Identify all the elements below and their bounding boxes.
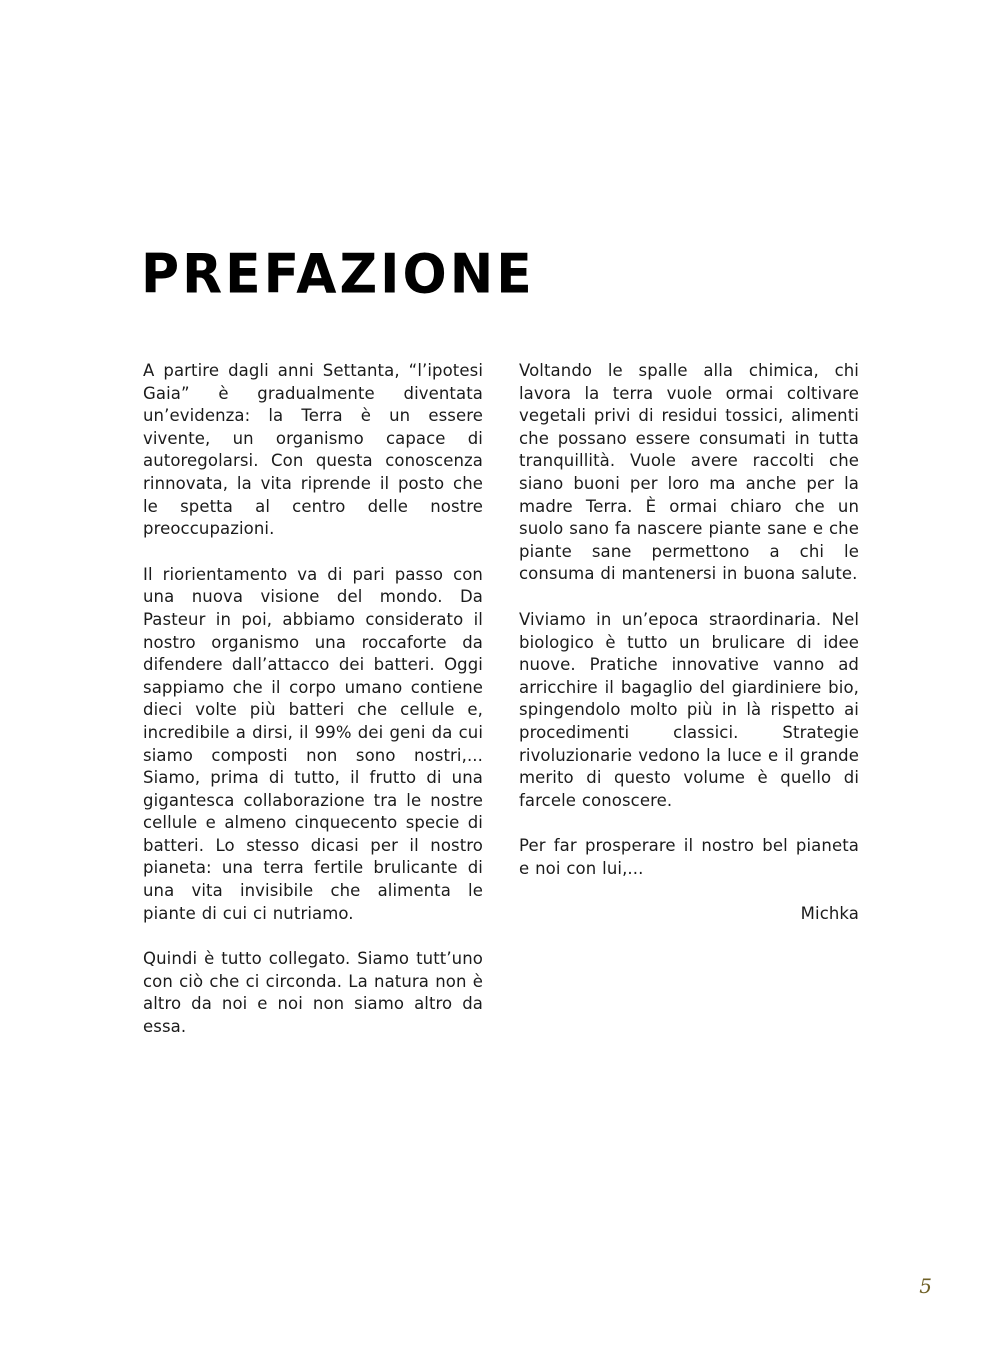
page-title: PREFAZIONE <box>141 243 535 306</box>
paragraph-left-2: Il riorientamento va di pari passo con una nuova visione del mondo. Da Pasteur in poi, abbiamo considerato il nostro organismo una roccaforte da difendere dall’attacco dei batteri. Oggi sappiamo che il corpo umano contiene dieci volte più batteri che cellule e, incredibile a dirsi, il 99% dei geni da cui siamo composti non sono nostri,... Siamo, prima di tutto, il frutto di una gigantesca collaborazione tra le nostre cellule e almeno cinquecento specie di batteri. Lo stesso dicasi per il nostro pianeta: una terra fertile brulicante di una vita invisibile che alimenta le piante di cui ci nutriamo. <box>143 564 483 923</box>
paragraph-right-3: Per far prosperare il nostro bel pianeta e noi con lui,... <box>519 836 859 878</box>
text-columns <box>143 360 860 1062</box>
paragraph-left-1: A partire dagli anni Settanta, “l’ipotesi Gaia” è gradualmente diventata un’evidenza: la Terra è un essere vivente, un organismo capace di autoregolarsi. Con questa conoscenza rinnovata, la vita riprende il posto che le spetta al centro delle nostre preoccupazioni. <box>143 361 483 539</box>
right-column <box>519 360 859 1062</box>
paragraph-right-1: Voltando le spalle alla chimica, chi lavora la terra vuole ormai coltivare vegetali privi di residui tossici, alimenti che possano essere consumati in tutta tranquillità. Vuole avere raccolti che siano buoni per loro ma anche per la madre Terra. È ormai chiaro che un suolo sano fa nascere piante sane e che piante sane permettono a chi le consuma di mantenersi in buona salute. <box>519 361 859 584</box>
page-number: 5 <box>919 1274 932 1298</box>
paragraph-right-2: Viviamo in un’epoca straordinaria. Nel biologico è tutto un brulicare di idee nuove. Pratiche innovative vanno ad arricchire il bagaglio del giardiniere bio, spingendolo molto più in là rispetto ai procedimenti classici. Strategie rivoluzionarie vedono la luce e il grande merito di questo volume è quello di farcele conoscere. <box>519 609 859 810</box>
paragraph-left-3: Quindi è tutto collegato. Siamo tutt’uno con ciò che ci circonda. La natura non è altro da noi e noi non siamo altro da essa. <box>143 949 483 1037</box>
author-signature: Michka <box>800 904 859 924</box>
left-column <box>143 360 483 1062</box>
